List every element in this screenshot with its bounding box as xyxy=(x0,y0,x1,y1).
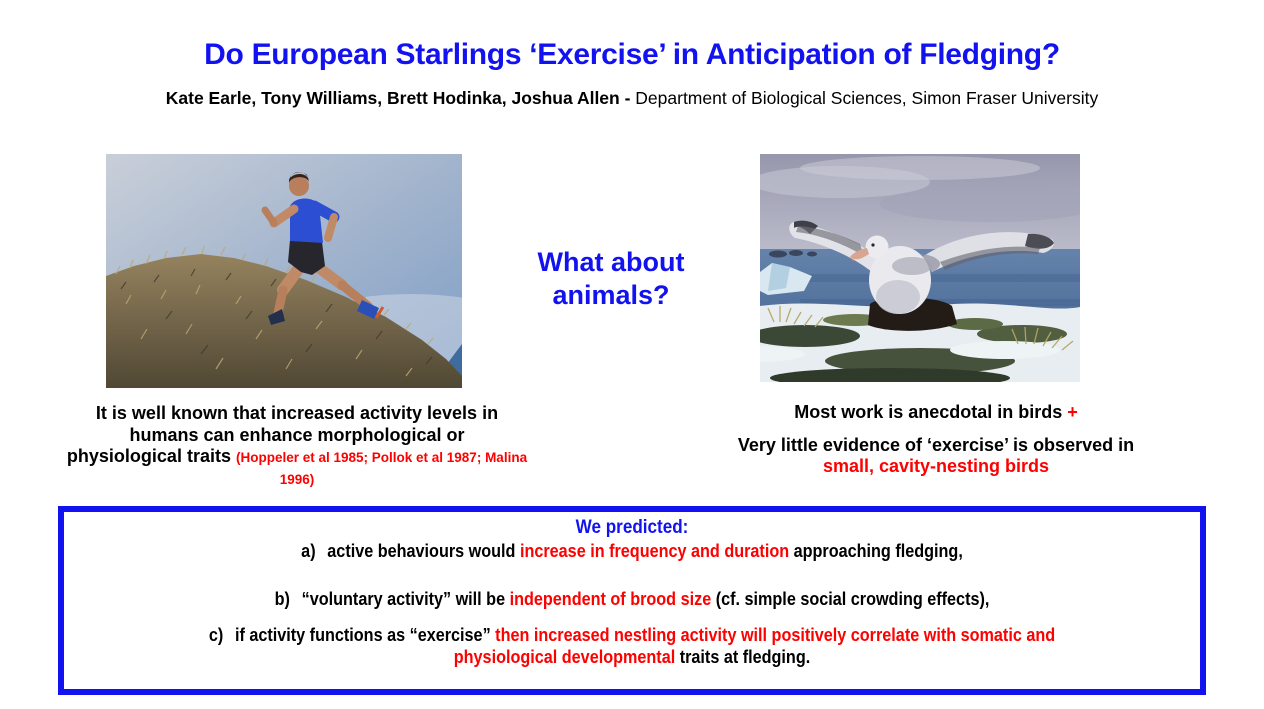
author-affiliation: Department of Biological Sciences, Simon Fraser University xyxy=(635,88,1099,108)
center-question-line1: What about xyxy=(537,247,685,277)
prediction-box xyxy=(58,506,1206,695)
left-caption-line2: humans can enhance morphological or xyxy=(129,424,465,445)
albatross-photo-graphic xyxy=(760,154,1080,382)
item-b-label: b) xyxy=(274,589,290,609)
plus-sign: + xyxy=(1067,402,1078,422)
right-caption-line1: Most work is anecdotal in birds + xyxy=(794,402,1078,422)
right-caption-line3: small, cavity-nesting birds xyxy=(822,456,1050,476)
item-a-label: a) xyxy=(301,541,316,561)
center-question-line2: animals? xyxy=(552,280,670,310)
left-caption xyxy=(34,403,560,490)
runner-photo xyxy=(106,154,462,388)
item-c-label: c) xyxy=(208,625,224,645)
prediction-heading: We predicted: xyxy=(575,517,689,538)
center-question xyxy=(462,246,760,312)
prediction-item-b: b) “voluntary activity” will be independent of brood size (cf. simple social crowding effects), xyxy=(274,589,990,609)
citation-text-cont: 1996) xyxy=(279,471,315,487)
item-c-line1: c) if activity functions as “exercise” then increased nestling activity will positively correlate with somatic and xyxy=(208,625,1056,645)
right-caption xyxy=(700,402,1172,478)
authors-line xyxy=(0,88,1264,109)
left-caption-line1: It is well known that increased activity levels in xyxy=(95,403,499,423)
author-names: Kate Earle, Tony Williams, Brett Hodinka, Joshua Allen - xyxy=(165,88,636,108)
citation-text: (Hoppeler et al 1985; Pollok et al 1987; Malina xyxy=(235,450,528,465)
left-caption-line3: physiological traits (Hoppeler et al 1985; Pollok et al 1987; Malina xyxy=(66,446,528,466)
right-caption-line2: Very little evidence of ‘exercise’ is observed in xyxy=(737,434,1135,455)
page-title: Do European Starlings ‘Exercise’ in Anticipation of Fledging? xyxy=(204,38,1060,71)
prediction-item-a: a) active behaviours would increase in frequency and duration approaching fledging, xyxy=(301,541,963,561)
albatross-photo xyxy=(760,154,1080,382)
prediction-item-c xyxy=(64,625,1200,668)
runner-photo-graphic xyxy=(106,154,462,388)
item-c-line2: physiological developmental traits at fledging. xyxy=(453,647,811,667)
